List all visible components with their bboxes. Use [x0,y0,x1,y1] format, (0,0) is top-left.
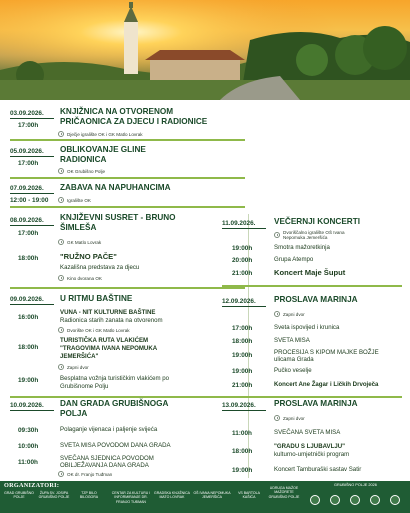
organizer-item: TZP BILO BILOGORA [79,491,99,500]
organizer-seal-icon [350,495,360,505]
event-text: Grupa Atempo [274,256,314,263]
event-date: 08.09.2026. [10,217,44,224]
organizer-item: GRADSKA KNJIŽNICA MATO LOVRAK [154,491,190,500]
location-pin-icon [58,197,64,203]
event-time: 17:00h [18,122,39,129]
event-text: Pučko veselje [274,367,312,374]
event-location: Igralište OK [67,198,91,203]
event-text: Sveta ispovijed i krunica [274,324,340,331]
event-location: OK Grubišno Polje [67,169,106,174]
event-time: 19:00h [232,467,253,474]
event-date: 07.09.2026. [10,185,44,192]
event-time: 18:00h [18,255,39,262]
organizer-seal-icon [330,495,340,505]
location-pin-icon [274,415,280,421]
event-time: 16:00h [18,314,39,321]
event-time: 11:00h [232,430,252,437]
event-date: 09.09.2026. [10,296,44,303]
separator-bar [10,287,245,289]
separator-bar [10,177,245,179]
event-title: PROSLAVA MARINJA [274,295,358,304]
separator-bar [10,139,245,141]
event-text: "TRAGOVIMA IVANA NEPOMUKA [60,345,158,352]
event-time: 10:00h [18,443,39,450]
divider [222,306,266,307]
event-location: GK Matlo Lovrak [67,240,102,245]
location-pin-icon [58,168,64,174]
event-text: Kazališna predstava za djecu [60,264,140,271]
event-text: SVEČANA SJEDNICA POVODOM [60,455,154,462]
event-text: PROCESIJA S KIPOM MAJKE BOŽJE [274,349,379,356]
organizer-item: ŽUPA SV. JOSIPA GRUBIŠNO POLJE [38,491,70,500]
event-time: 17:00h [18,230,39,237]
event-time: 21:00h [232,270,253,277]
event-title: U RITMU BAŠTINE [60,294,133,303]
divider [10,225,54,226]
event-title: VEČERNJI KONCERTI [274,217,360,226]
event-date: 05.09.2026. [10,148,44,155]
separator-bar [222,396,402,398]
event-text: "GRADU S LJUBAVLJU" [274,443,346,450]
organizer-seal-icon [310,495,320,505]
event-time: 17:00h [18,160,39,167]
organizer-item: GRAD GRUBIŠNO POLJE [4,491,34,500]
event-location: Dječje igralište OK i GK Matlo Lovrak [67,132,143,137]
separator-bar [10,396,245,398]
event-title: KNJIŽEVNI SUSRET - BRUNO ŠIMLEŠA [60,213,176,232]
location-pin-icon [58,275,64,281]
separator-bar [222,285,402,287]
event-date: 12.09.2026. [222,298,256,305]
event-text: TURISTIČKA RUTA VLAKIĆEM [60,337,149,344]
event-text: Koncert Ane Žagar i Ličkih Drvoječa [274,381,379,388]
organizers-heading: ORGANIZATORI: [4,482,60,489]
event-text: Smotra mažoretkinja [274,244,330,251]
divider [10,118,54,119]
location-pin-icon [274,311,280,317]
divider [10,193,54,194]
divider [10,156,54,157]
event-text: JEMERŠIĆA" [60,353,99,360]
hero-image [0,0,410,100]
event-location: Kino dvorana OK [67,276,102,281]
event-time: 12:00 - 19:00 [10,197,49,204]
divider [10,304,54,305]
event-time: 19:00h [232,245,253,252]
event-text: Polaganje vijenaca i paljenje svijeća [60,426,158,433]
event-location: Zapni dvor [283,312,305,317]
location-pin-icon [58,239,64,245]
event-time: 21:00h [232,382,253,389]
event-time: 17:00h [232,325,253,332]
event-text: SVETA MISA POVODOM DANA GRADA [60,442,171,449]
event-time: 18:00h [232,448,253,455]
event-time: 19:00h [232,352,253,359]
event-text: OBILJEŽAVANJA DANA GRADA [60,462,149,469]
column-divider [248,214,249,478]
event-text: VUNA - NIT KULTURNE BAŠTINE [60,309,156,316]
event-location: Dvorište OK i GK Matlo Lovrak [67,328,130,333]
event-location: Dvoriščalno igralište OŠ Ivana Nepomuka Jemeršića [283,230,345,241]
event-text: Radionica starih zanata na otvorenom [60,317,163,324]
location-pin-icon [58,131,64,137]
event-time: 09:30h [18,427,39,434]
divider [10,410,54,411]
location-pin-icon [58,364,64,370]
location-pin-icon [274,232,280,238]
event-time: 19:00h [232,368,253,375]
event-date: 11.09.2026. [222,220,256,227]
event-time: 18:00h [18,344,39,351]
event-title: DAN GRADA GRUBIŠNOGA POLJA [60,399,169,418]
organizer-item: OŠ IVANA NEPOMUKA JEMERŠIĆA [193,491,231,500]
organizer-item: VS BARTOLA KAŠIĆA [238,491,260,500]
event-location: Zapni dvor [67,365,89,370]
footer-organizers [0,481,410,513]
location-pin-icon [58,471,64,477]
separator-bar [10,206,245,208]
divider [222,410,266,411]
event-time: 11:00h [18,459,38,466]
event-text: SVETA MISA [274,337,310,344]
event-highlight: "RUŽNO PAČE" [60,252,117,261]
event-title: KNJIŽNICA NA OTVORENOM PRIČAONICA ZA DJECU I RADIONICE [60,107,208,126]
event-time: 19:00h [18,377,39,384]
organizer-seal-icon [390,495,400,505]
event-text: Koncert Tamburaški sastav Satir [274,466,362,473]
event-title: OBLIKOVANJE GLINE RADIONICA [60,145,146,164]
event-date: 03.09.2026. [10,110,44,117]
event-time: 18:00h [232,338,253,345]
event-date: 13.09.2026. [222,402,256,409]
event-title: ZABAVA NA NAPUHANCIMA [60,183,171,192]
event-text: Besplatna vožnja turističkim vlakićem po [60,375,170,382]
event-text: ulicama Grada [274,356,314,363]
location-pin-icon [58,327,64,333]
event-time: 20:00h [232,257,253,264]
footer-brand: GRUBIŠNO POLJE 2026 [334,483,377,487]
organizer-item: CENTAR ZA KULTURU I INFORMIRANJE DR. FRANJO TUĐMAN [111,491,151,504]
event-location: OK dr. Franjo Tuđman [67,472,113,477]
organizer-seal-icon [370,495,380,505]
event-location: Zapni dvor [283,416,305,421]
event-text: SVEČANA SVETA MISA [274,429,341,436]
event-title: PROSLAVA MARINJA [274,399,358,408]
divider [222,228,266,229]
event-highlight: Koncert Maje Šuput [274,268,346,277]
event-date: 10.09.2026. [10,402,44,409]
event-text: kulturno-umjetnički program [274,451,350,458]
event-text: Grubišnome Polju [60,383,109,390]
organizer-item: UDRUGA MAŽOE MAŽORETE GRUBIŠNO POLJE [268,486,300,499]
